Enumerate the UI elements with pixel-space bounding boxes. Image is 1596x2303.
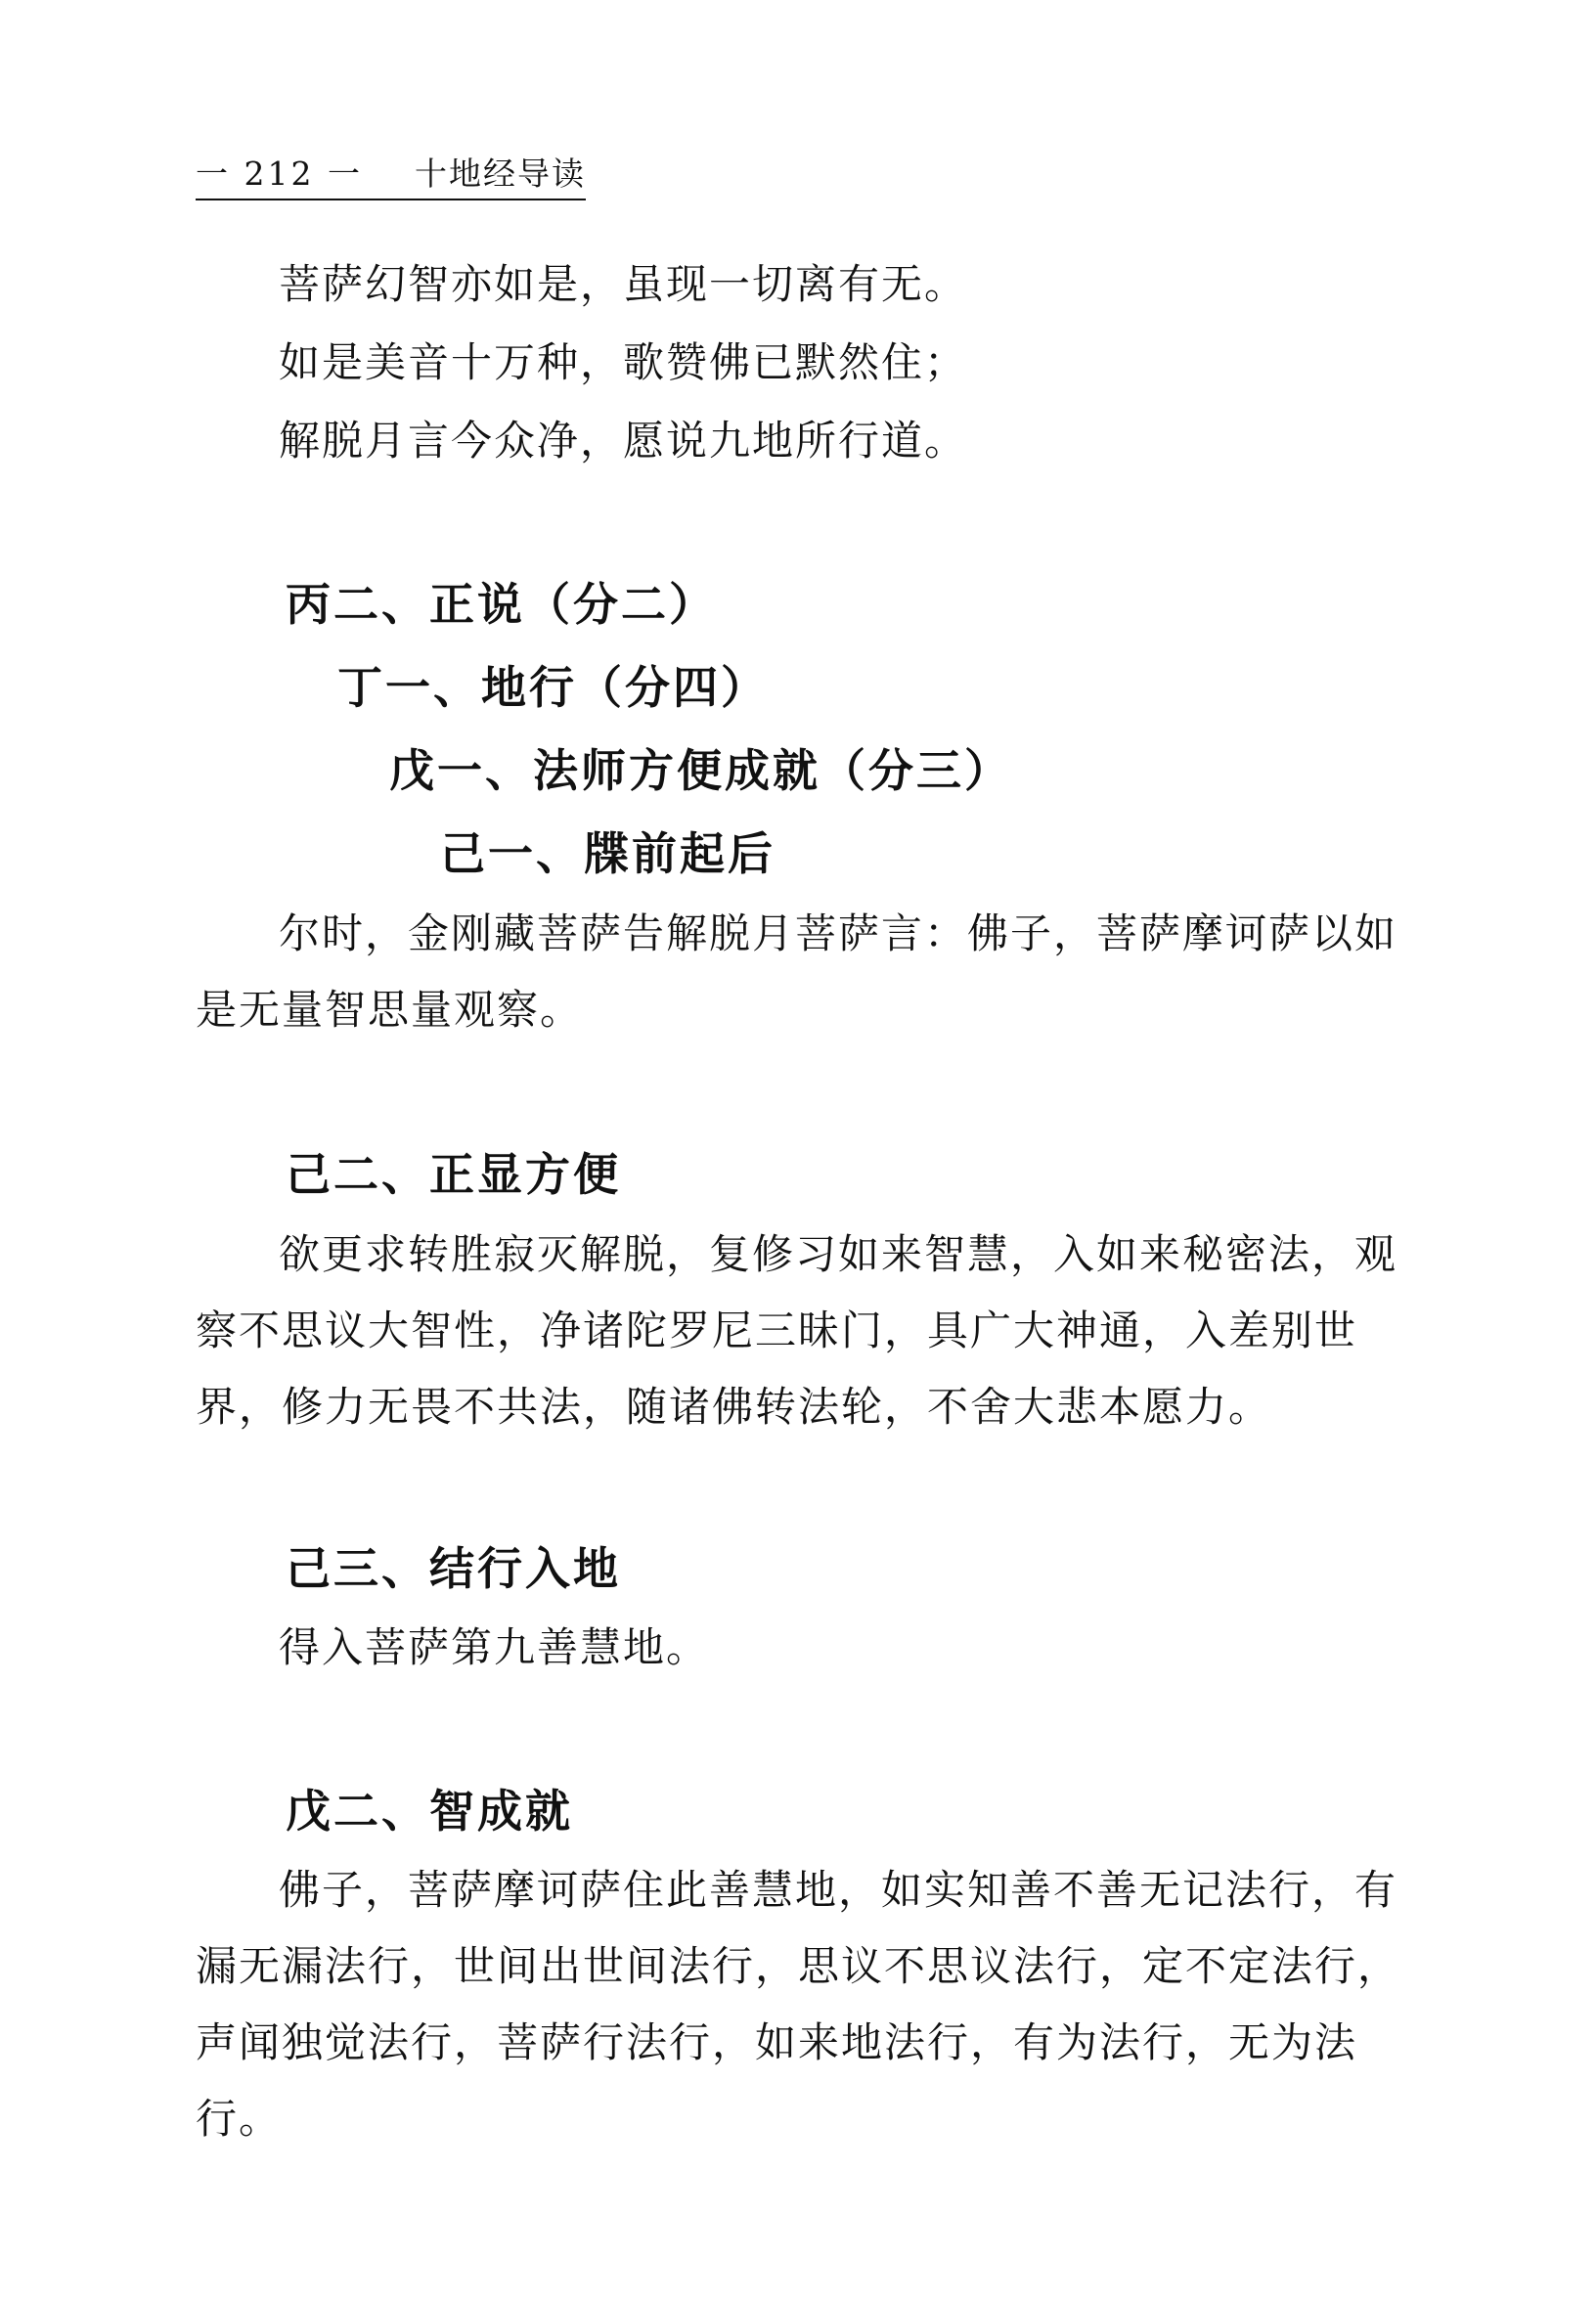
paragraph-line: 得入菩萨第九善慧地。 [279, 1623, 710, 1671]
heading-ji2: 己二、正显方便 [286, 1148, 621, 1201]
paragraph-line: 声闻独觉法行，菩萨行法行，如来地法行，有为法行，无为法 [196, 2018, 1358, 2066]
verse-line: 解脱月言今众净，愿说九地所行道。 [279, 417, 968, 465]
paragraph-line: 佛子，菩萨摩诃萨住此善慧地，如实知善不善无记法行，有 [279, 1866, 1398, 1914]
heading-ji1: 己一、牒前起后 [440, 827, 776, 880]
verse-line: 如是美音十万种，歌赞佛已默然住； [279, 338, 968, 386]
heading-wu1: 戊一、法师方便成就（分三） [389, 744, 1012, 797]
page-number: 一 212 一 [196, 155, 363, 193]
heading-ji3: 己三、结行入地 [286, 1542, 621, 1595]
paragraph-line: 是无量智思量观察。 [196, 986, 584, 1034]
paragraph-line: 察不思议大智性，净诸陀罗尼三昧门，具广大神通，入差别世 [196, 1307, 1358, 1354]
verse-line: 菩萨幻智亦如是，虽现一切离有无。 [279, 260, 968, 308]
paragraph-line: 漏无漏法行，世间出世间法行，思议不思议法行，定不定法行， [196, 1942, 1401, 1990]
heading-bing2: 丙二、正说（分二） [286, 578, 717, 631]
book-title: 十地经导读 [414, 155, 586, 193]
heading-ding1: 丁一、地行（分四） [337, 661, 769, 714]
paragraph-line: 行。 [196, 2095, 283, 2143]
paragraph-line: 尔时，金刚藏菩萨告解脱月菩萨言：佛子，菩萨摩诃萨以如 [279, 909, 1398, 957]
running-header [196, 149, 586, 200]
heading-wu2: 戊二、智成就 [286, 1785, 573, 1838]
paragraph-line: 界，修力无畏不共法，随诸佛转法轮，不舍大悲本愿力。 [196, 1383, 1272, 1431]
paragraph-line: 欲更求转胜寂灭解脱，复修习如来智慧，入如来秘密法，观 [279, 1230, 1398, 1278]
